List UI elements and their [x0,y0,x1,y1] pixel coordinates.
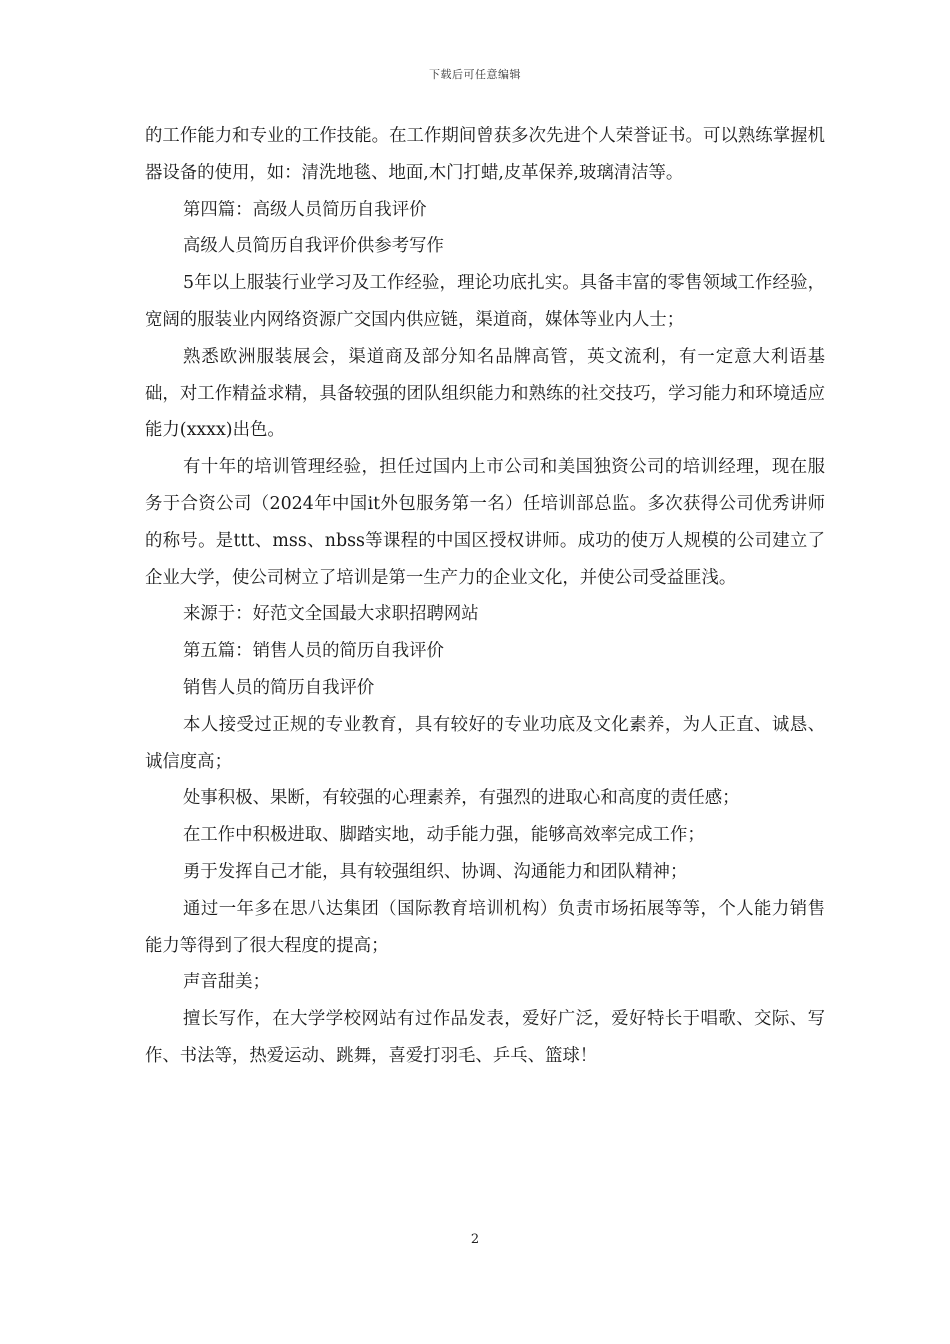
source-note: 来源于：好范文全国最大求职招聘网站 [183,604,479,625]
section-heading: 第五篇：销售人员的简历自我评价 [183,641,444,662]
paragraph: 本人接受过正规的专业教育，具有较好的专业功底及文化素养，为人正直、诚恳、诚信度高； [145,714,825,772]
paragraph: 熟悉欧洲服装展会，渠道商及部分知名品牌高管，英文流利，有一定意大利语基础，对工作精益求精，具备较强的团队组织能力和熟练的社交技巧，学习能力和环境适应能力(xxxx)出色。 [145,346,825,441]
paragraph: 通过一年多在思八达集团（国际教育培训机构）负责市场拓展等等，个人能力销售能力等得到了很大程度的提高； [145,898,825,956]
paragraph: 处事积极、果断，有较强的心理素养，有强烈的进取心和高度的责任感； [183,788,740,809]
paragraph: 有十年的培训管理经验，担任过国内上市公司和美国独资公司的培训经理，现在服务于合资公司（2024年中国it外包服务第一名）任培训部总监。多次获得公司优秀讲师的称号。是ttt、mss、nbss等课程的中国区授权讲师。成功的使万人规模的公司建立了企业大学，使公司树立了培训是第一生产力的企业文化，并使公司受益匪浅。 [145,457,825,588]
page-header: 下载后可任意编辑 [429,68,521,81]
paragraph: 声音甜美； [183,972,270,993]
section-heading: 第四篇：高级人员简历自我评价 [183,199,427,220]
paragraph: 5年以上服装行业学习及工作经验，理论功底扎实。具备丰富的零售领域工作经验，宽阔的服装业内网络资源广交国内供应链，渠道商，媒体等业内人士； [145,273,825,330]
paragraph: 勇于发挥自己才能，具有较强组织、协调、沟通能力和团队精神； [183,861,688,882]
page-number: 2 [470,1232,480,1247]
document-body [145,118,825,1075]
paragraph: 在工作中积极进取、脚踏实地，动手能力强，能够高效率完成工作； [183,825,705,846]
paragraph: 擅长写作，在大学学校网站有过作品发表，爱好广泛，爱好特长于唱歌、交际、写作、书法等，热爱运动、跳舞，喜爱打羽毛、乒乓、篮球！ [145,1009,825,1066]
paragraph: 的工作能力和专业的工作技能。在工作期间曾获多次先进个人荣誉证书。可以熟练掌握机器设备的使用，如：清洗地毯、地面,木门打蜡,皮革保养,玻璃清洁等。 [145,126,825,183]
section-subtitle: 高级人员简历自我评价供参考写作 [183,236,444,257]
section-subtitle: 销售人员的简历自我评价 [183,677,375,698]
